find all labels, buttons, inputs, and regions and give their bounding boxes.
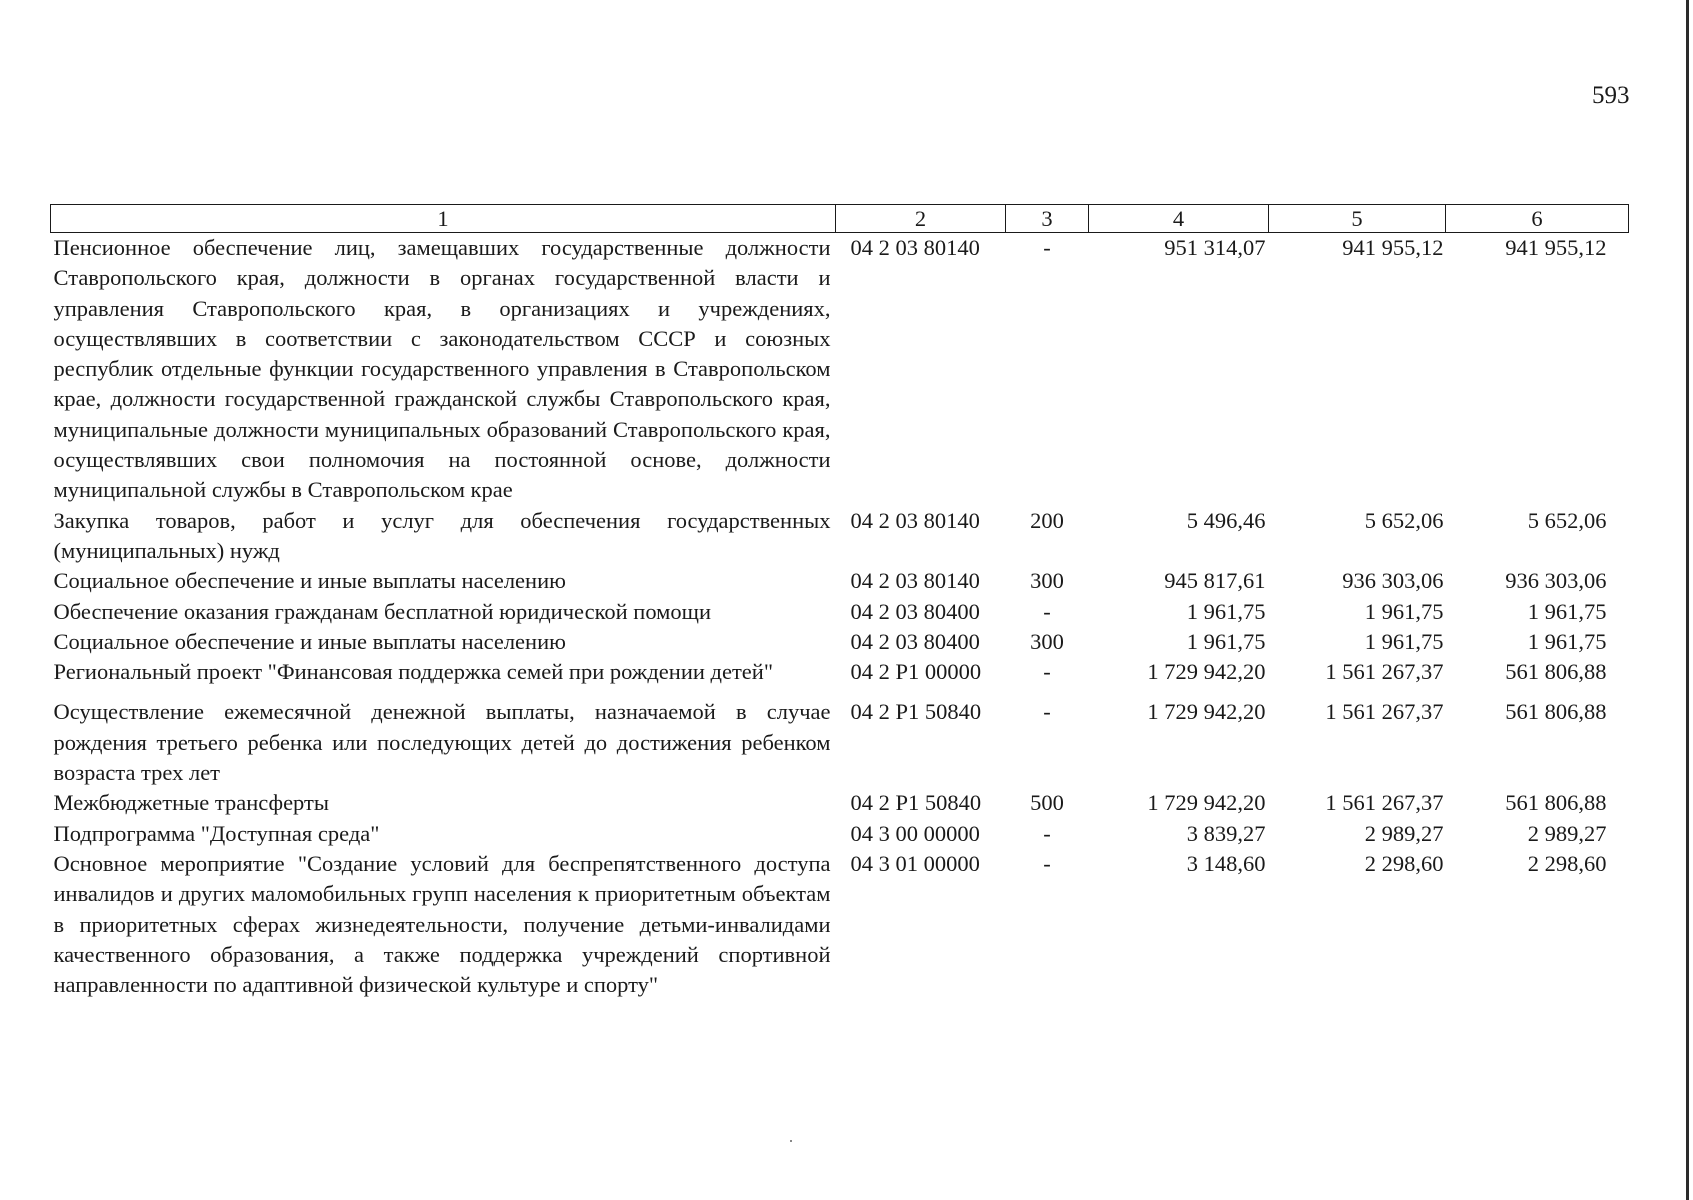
row-code: 04 2 03 80140	[850, 568, 980, 594]
row-value-col6: 5 652,06	[1527, 507, 1607, 533]
row-expense-type: -	[1043, 659, 1051, 685]
row-name: Основное мероприятие "Создание условий для беспрепятственного доступа инвалидов и других маломобильных групп населения к приоритетным объектам в приоритетных сферах жизнедеятельности, получение детьми-инвалидами качественного образования, а также поддержка учреждений спортивной направленности по адаптивной физической культуре и спорту"	[53, 850, 831, 998]
row-value-col5: 2 298,60	[1364, 850, 1444, 876]
row-name: Пенсионное обеспечение лиц, замещавших государственные должности Ставропольского края, должности в органах государственной власти и управления Ставропольского края, в организациях и учреждениях, осуществлявших в соответствии с законодательством СССР и союзных республик отдельные функции государственного управления в Ставропольском крае, должности государственной гражданской службы Ставропольского края, муниципальные должности муниципальных образований Ставропольского края, осуществлявших свои полномочия на постоянной основе, должности муниципальной службы в Ставропольском крае	[53, 235, 831, 503]
table-body	[51, 233, 1629, 1001]
header-col-1: 1	[51, 205, 836, 233]
table-row	[51, 627, 1629, 657]
table-row	[51, 687, 1629, 788]
row-expense-type: -	[1043, 820, 1051, 846]
table-row	[51, 233, 1629, 506]
row-name: Осуществление ежемесячной денежной выплаты, назначаемой в случае рождения третьего ребенка или последующих детей до достижения ребенком возраста трех лет	[53, 699, 831, 786]
header-col-4: 4	[1089, 205, 1269, 233]
row-value-col4: 1 961,75	[1186, 598, 1266, 624]
row-name: Социальное обеспечение и иные выплаты населению	[53, 568, 566, 594]
row-expense-type: 300	[1030, 568, 1064, 594]
page-number: 593	[1592, 82, 1630, 109]
row-value-col6: 936 303,06	[1505, 568, 1607, 594]
row-code: 04 3 00 00000	[850, 820, 980, 846]
row-code: 04 2 03 80140	[850, 235, 980, 260]
header-row	[51, 205, 1629, 233]
row-expense-type: 300	[1030, 628, 1064, 654]
row-value-col5: 936 303,06	[1342, 568, 1444, 594]
table-row	[51, 819, 1629, 849]
row-value-col5: 1 961,75	[1364, 598, 1444, 624]
row-code: 04 2 03 80400	[850, 628, 980, 654]
row-code: 04 2 03 80400	[850, 598, 980, 624]
table-row	[51, 566, 1629, 596]
row-code: 04 3 01 00000	[850, 850, 980, 876]
row-code: 04 2 P1 50840	[850, 790, 982, 816]
row-value-col4: 5 496,46	[1186, 507, 1266, 533]
table-row	[51, 788, 1629, 818]
row-name: Закупка товаров, работ и услуг для обеспечения государственных (муниципальных) нужд	[53, 507, 831, 563]
row-name: Межбюджетные трансферты	[53, 790, 329, 816]
row-value-col5: 941 955,12	[1342, 235, 1444, 260]
row-value-col6: 1 961,75	[1527, 598, 1607, 624]
table-row	[51, 849, 1629, 1000]
row-expense-type: -	[1043, 699, 1051, 725]
table-row	[51, 657, 1629, 687]
row-value-col4: 3 839,27	[1186, 820, 1266, 846]
row-value-col6: 2 989,27	[1527, 820, 1607, 846]
scan-edge-line	[1686, 0, 1689, 1200]
row-value-col6: 2 298,60	[1527, 850, 1607, 876]
row-expense-type: -	[1043, 598, 1051, 624]
row-value-col6: 1 961,75	[1527, 628, 1607, 654]
row-value-col6: 561 806,88	[1505, 699, 1607, 725]
header-col-2: 2	[836, 205, 1006, 233]
budget-table	[50, 204, 1629, 1000]
row-name: Обеспечение оказания гражданам бесплатной юридической помощи	[53, 598, 711, 624]
row-expense-type: -	[1043, 850, 1051, 876]
table-row	[51, 597, 1629, 627]
row-value-col6: 941 955,12	[1505, 235, 1607, 260]
row-value-col4: 1 729 942,20	[1147, 699, 1266, 725]
header-col-3: 3	[1006, 205, 1089, 233]
row-expense-type: 500	[1030, 790, 1064, 816]
row-value-col5: 1 561 267,37	[1325, 790, 1444, 816]
table-header	[51, 205, 1629, 233]
row-name: Подпрограмма "Доступная среда"	[53, 820, 380, 846]
row-value-col5: 5 652,06	[1364, 507, 1444, 533]
scan-speck	[790, 1140, 792, 1142]
row-value-col5: 1 961,75	[1364, 628, 1444, 654]
row-value-col4: 1 729 942,20	[1147, 659, 1266, 685]
row-expense-type: -	[1043, 235, 1051, 260]
header-col-6: 6	[1446, 205, 1629, 233]
header-col-5: 5	[1269, 205, 1446, 233]
row-value-col4: 1 729 942,20	[1147, 790, 1266, 816]
row-value-col4: 945 817,61	[1164, 568, 1266, 594]
row-code: 04 2 P1 00000	[850, 659, 982, 685]
row-code: 04 2 P1 50840	[850, 699, 982, 725]
row-value-col4: 1 961,75	[1186, 628, 1266, 654]
row-name: Социальное обеспечение и иные выплаты населению	[53, 628, 566, 654]
row-name: Региональный проект "Финансовая поддержка семей при рождении детей"	[53, 659, 774, 685]
row-value-col4: 951 314,07	[1164, 235, 1266, 260]
table-row	[51, 506, 1629, 567]
row-value-col5: 2 989,27	[1364, 820, 1444, 846]
row-value-col6: 561 806,88	[1505, 659, 1607, 685]
row-value-col4: 3 148,60	[1186, 850, 1266, 876]
row-value-col6: 561 806,88	[1505, 790, 1607, 816]
row-expense-type: 200	[1030, 507, 1064, 533]
row-code: 04 2 03 80140	[850, 507, 980, 533]
row-value-col5: 1 561 267,37	[1325, 659, 1444, 685]
row-value-col5: 1 561 267,37	[1325, 699, 1444, 725]
